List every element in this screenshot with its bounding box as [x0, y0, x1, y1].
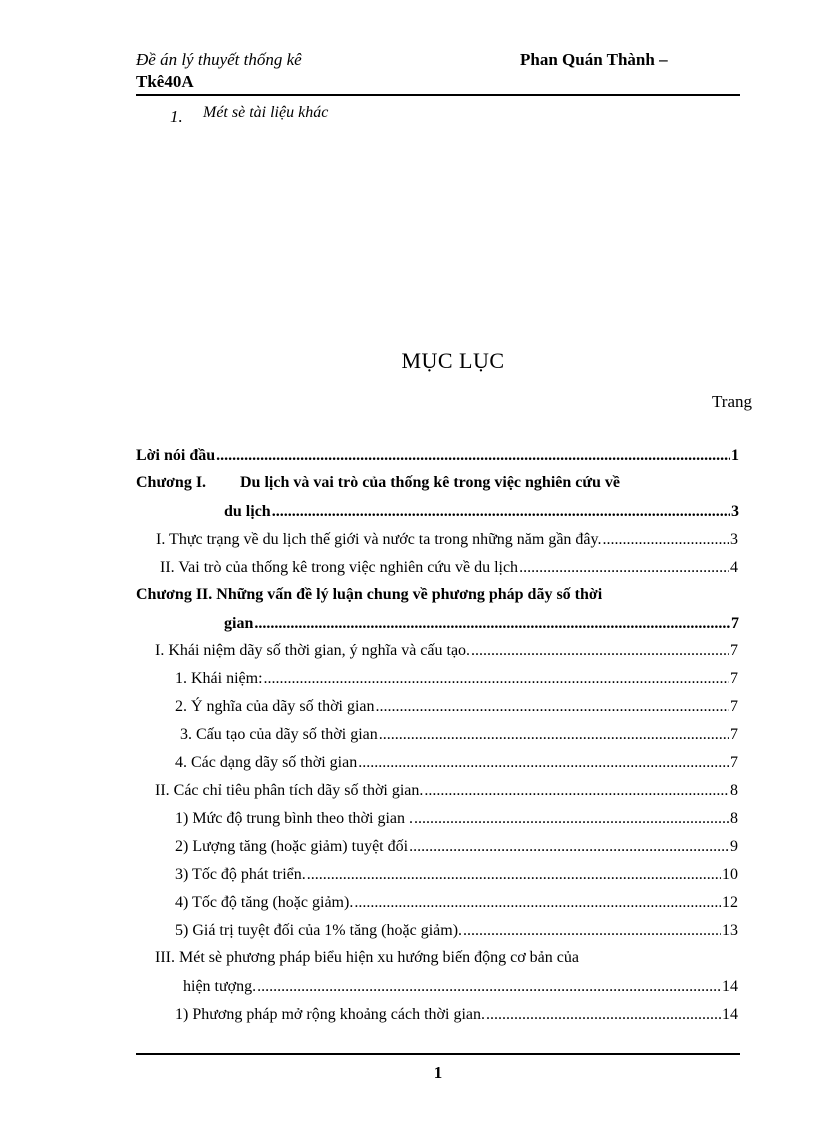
toc-entry-text: 3) Tốc độ phát triển.: [175, 866, 306, 883]
toc-entry-page: 3: [731, 503, 739, 520]
toc-c2-iii-title[interactable]: III. Mét sè phương pháp biểu hiện xu hướng biến động cơ bản của: [155, 949, 579, 966]
toc-entry-text: 3. Cấu tạo của dãy số thời gian: [180, 726, 378, 743]
toc-entry-page: 14: [722, 978, 738, 995]
toc-entry-page: 8: [730, 810, 738, 827]
note-text: Mét sè tài liệu khác: [203, 104, 329, 121]
page-column-label: Trang: [712, 392, 752, 411]
toc-entry-c2-ii-3[interactable]: [175, 865, 738, 885]
toc-entry-c2-i-4[interactable]: [175, 753, 738, 773]
toc-entry-text: II. Vai trò của thống kê trong việc nghiên cứu về du lịch: [160, 559, 519, 576]
note-number: 1.: [170, 107, 183, 126]
toc-entry-text: hiện tượng.: [183, 978, 257, 995]
toc-entry-c2-iii-1[interactable]: [175, 1005, 738, 1025]
toc-entry-page: 1: [731, 447, 739, 464]
toc-entry-c2-ii[interactable]: [155, 781, 738, 801]
toc-entry-c2-ii-2[interactable]: [175, 837, 738, 857]
toc-entry-page: 7: [730, 642, 738, 659]
toc-entry-c1-ii[interactable]: [160, 558, 738, 578]
toc-entry-text: du lịch: [224, 503, 271, 520]
header-rule: [136, 94, 740, 96]
toc-entry-chuong1[interactable]: [224, 502, 739, 522]
toc-entry-page: 12: [722, 894, 738, 911]
toc-entry-text: 5) Giá trị tuyệt đối của 1% tăng (hoặc giảm).: [175, 922, 463, 939]
toc-entry-c2-iii[interactable]: [183, 977, 738, 997]
toc-entry-c2-ii-1[interactable]: [175, 809, 738, 829]
toc-chapter2-title[interactable]: Chương II. Những vấn đề lý luận chung về phương pháp dãy số thời: [136, 586, 603, 603]
footer-rule: [136, 1053, 740, 1055]
toc-entry-c2-i[interactable]: [155, 641, 738, 661]
toc-chapter1-title[interactable]: Du lịch và vai trò của thống kê trong việc nghiên cứu về: [240, 474, 620, 491]
toc-entry-c2-i-3[interactable]: [180, 725, 738, 745]
toc-entry-page: 7: [730, 726, 738, 743]
header-document-title: Đề án lý thuyết thống kê: [136, 50, 302, 69]
toc-entry-loi-noi-dau[interactable]: [136, 446, 739, 466]
toc-entry-text: 2. Ý nghĩa của dãy số thời gian: [175, 698, 375, 715]
toc-entry-c2-i-2[interactable]: [175, 697, 738, 717]
toc-chapter-label: Chương I.: [136, 474, 207, 491]
toc-entry-page: 4: [730, 559, 738, 576]
toc-entry-page: 8: [730, 782, 738, 799]
toc-entry-page: 7: [730, 754, 738, 771]
toc-entry-page: 13: [722, 922, 738, 939]
toc-entry-c2-ii-5[interactable]: [175, 921, 738, 941]
toc-entry-text: 4. Các dạng dãy số thời gian: [175, 754, 358, 771]
toc-entry-text: 1. Khái niệm:: [175, 670, 263, 687]
toc-entry-c2-ii-4[interactable]: [175, 893, 738, 913]
toc-entry-text: I. Khái niệm dãy số thời gian, ý nghĩa và cấu tạo.: [155, 642, 471, 659]
toc-entry-page: 7: [730, 698, 738, 715]
page-title: MỤC LỤC: [401, 348, 505, 373]
toc-entry-page: 9: [730, 838, 738, 855]
header-class-code: Tkê40A: [136, 72, 194, 91]
toc-entry-chuong2[interactable]: [224, 614, 739, 634]
toc-entry-text: II. Các chỉ tiêu phân tích dãy số thời gian.: [155, 782, 424, 799]
toc-entry-c2-i-1[interactable]: [175, 669, 738, 689]
header-author: Phan Quán Thành –: [520, 50, 668, 69]
toc-entry-c1-i[interactable]: [156, 530, 738, 550]
toc-entry-page: 10: [722, 866, 738, 883]
toc-entry-text: Lời nói đầu: [136, 447, 216, 464]
toc-entry-text: 1) Mức độ trung bình theo thời gian .: [175, 810, 413, 827]
toc-entry-text: 2) Lượng tăng (hoặc giảm) tuyệt đối: [175, 838, 409, 855]
toc-entry-text: I. Thực trạng về du lịch thế giới và nước ta trong những năm gần đây.: [156, 531, 602, 548]
toc-entry-page: 7: [730, 670, 738, 687]
toc-entry-page: 3: [730, 531, 738, 548]
toc-entry-text: 4) Tốc độ tăng (hoặc giảm).: [175, 894, 354, 911]
page-number: 1: [433, 1063, 443, 1082]
toc-entry-text: gian: [224, 615, 254, 632]
toc-entry-page: 14: [722, 1006, 738, 1023]
toc-entry-text: 1) Phương pháp mở rộng khoảng cách thời gian.: [175, 1006, 485, 1023]
toc-entry-page: 7: [731, 615, 739, 632]
